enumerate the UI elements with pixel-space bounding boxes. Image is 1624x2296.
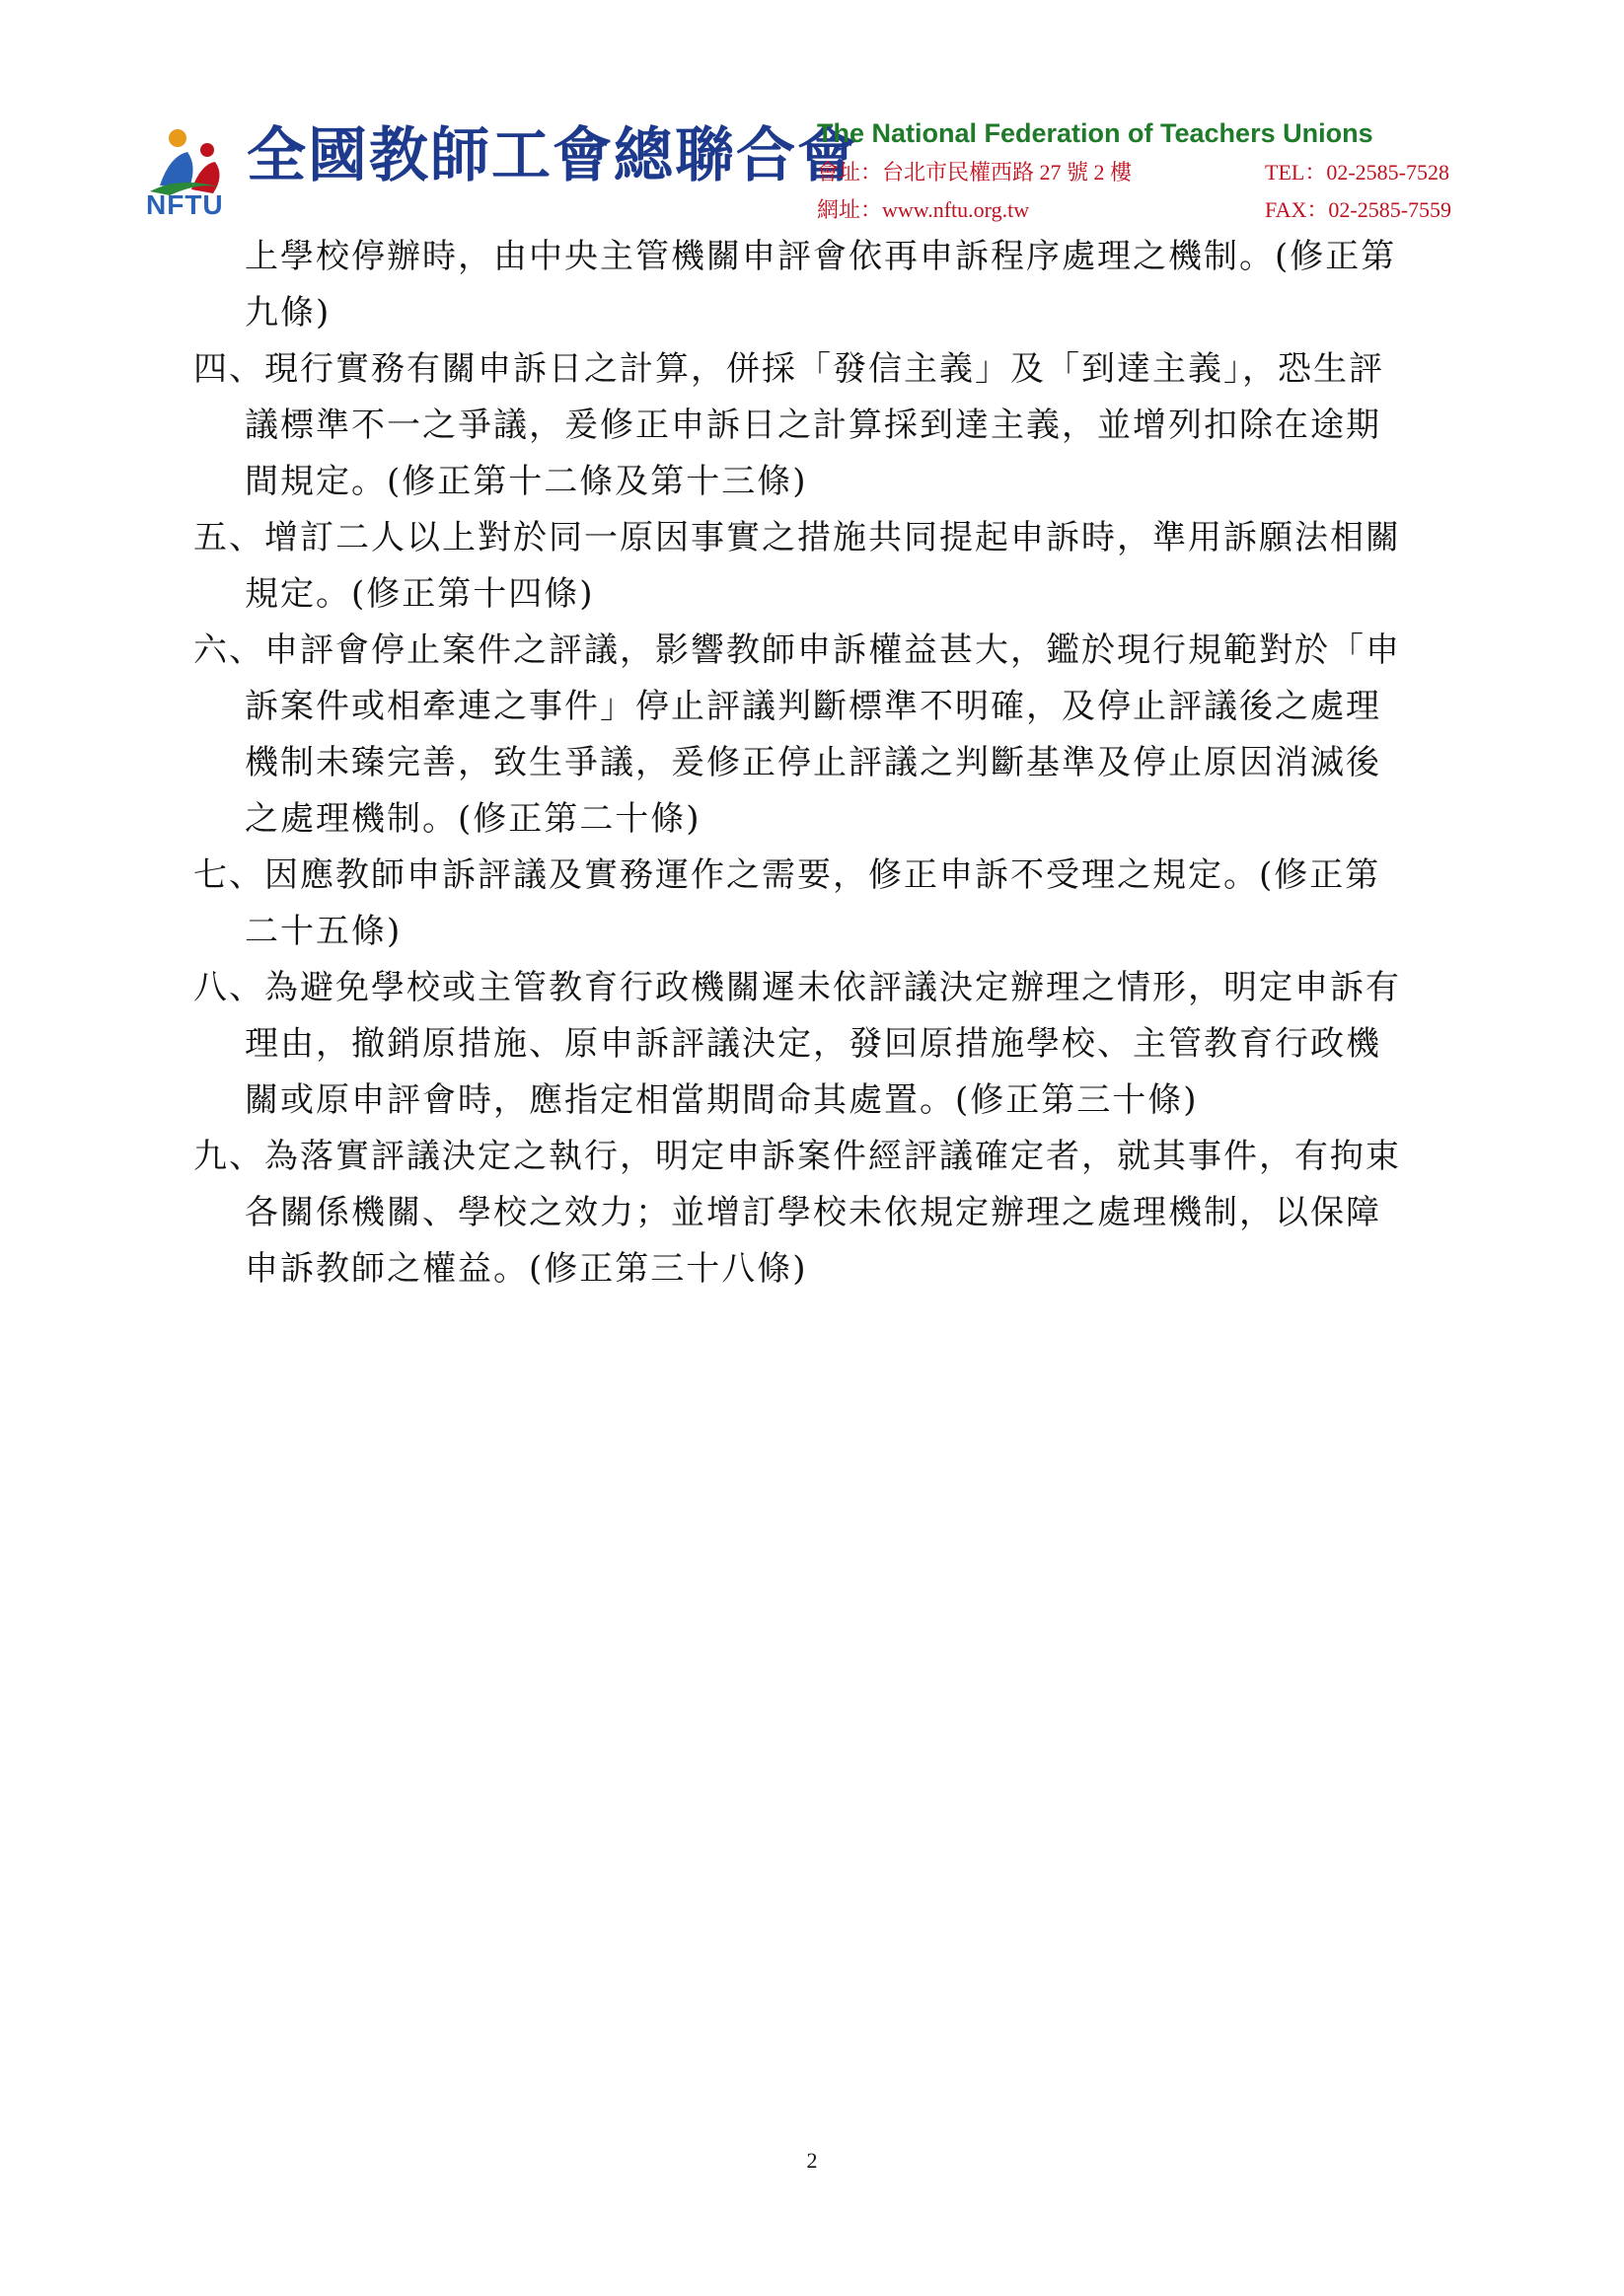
document-body: [193, 229, 1476, 1297]
text-line: 理由，撤銷原措施、原申訴評議決定，發回原措施學校、主管教育行政機: [245, 1024, 1381, 1064]
text-line: 五、增訂二人以上對於同一原因事實之措施共同提起申訴時，準用訴願法相關: [193, 518, 1401, 557]
org-name-english: The National Federation of Teachers Unions: [817, 118, 1373, 148]
text-line: 間規定。(修正第十二條及第十三條): [245, 462, 808, 501]
text-line: 各關係機關、學校之效力；並增訂學校未依規定辦理之處理機制，以保障: [245, 1193, 1381, 1232]
text-line: 規定。(修正第十四條): [245, 574, 595, 614]
text-line: 九、為落實評議決定之執行，明定申訴案件經評議確定者，就其事件，有拘束: [193, 1137, 1401, 1176]
text-line: 議標準不一之爭議，爰修正申訴日之計算採到達主義，並增列扣除在途期: [245, 406, 1381, 445]
text-line: 關或原申評會時，應指定相當期間命其處置。(修正第三十條): [245, 1080, 1199, 1120]
letterhead: [0, 0, 1624, 237]
org-name-chinese: 全國教師工會總聯合會: [247, 121, 858, 190]
fax-number: FAX：02-2585-7559: [1265, 197, 1452, 222]
text-line: 之處理機制。(修正第二十條): [245, 799, 701, 839]
text-line: 機制未臻完善，致生爭議，爰修正停止評議之判斷基準及停止原因消滅後: [245, 743, 1381, 782]
telephone: TEL：02-2585-7528: [1265, 160, 1449, 185]
text-line: 六、申評會停止案件之評議，影響教師申訴權益甚大，鑑於現行規範對於「申: [193, 630, 1401, 670]
text-line: 二十五條): [245, 912, 403, 951]
text-line: 申訴教師之權益。(修正第三十八條): [245, 1249, 808, 1289]
text-line: 九條): [245, 293, 332, 333]
org-abbreviation: NFTU: [146, 189, 224, 220]
text-line: 訴案件或相牽連之事件」停止評議判斷標準不明確，及停止評議後之處理: [245, 687, 1381, 726]
page-number: 2: [806, 2148, 818, 2173]
address: 會址：台北市民權西路 27 號 2 樓: [817, 160, 1133, 185]
website: 網址：www.nftu.org.tw: [817, 197, 1030, 222]
text-line: 八、為避免學校或主管教育行政機關遲未依評議決定辦理之情形，明定申訴有: [193, 968, 1401, 1007]
text-line: 七、因應教師申訴評議及實務運作之需要，修正申訴不受理之規定。(修正第: [193, 855, 1381, 895]
text-line: 上學校停辦時，由中央主管機關申評會依再申訴程序處理之機制。(修正第: [245, 237, 1397, 276]
text-line: 四、現行實務有關申訴日之計算，併採「發信主義」及「到達主義」，恐生評: [193, 349, 1384, 389]
